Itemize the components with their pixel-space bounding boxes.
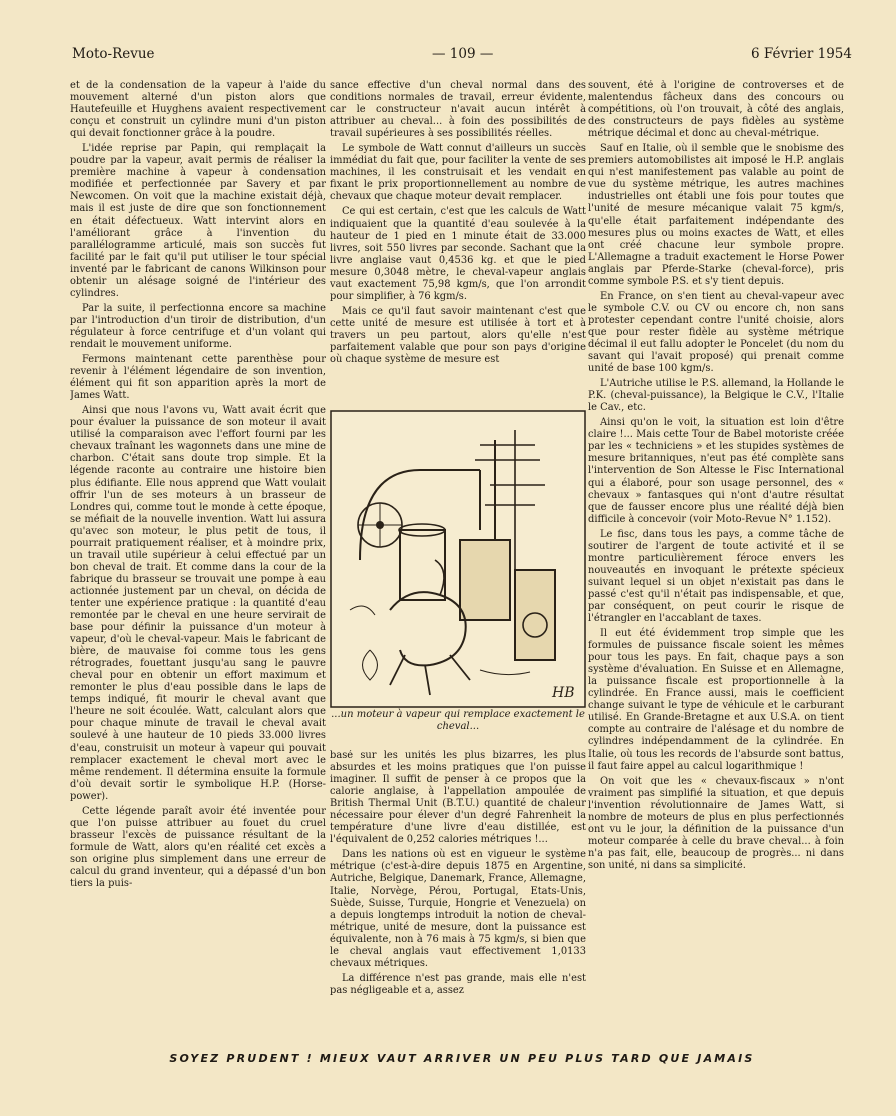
paragraph: L'idée reprise par Papin, qui remplaçait la poudre par la vapeur, avait permis de réaliser la première machine à vapeur à condensation modifiée et perfectionnée par Savery et par Newcomen. On voit que la machine existait déjà, mais il est juste de dire que son fonctionnement en était défectueux. Watt intervint alors en l'améliorant grâce à l'invention du parallélogramme articulé, mais son succès fut facilité par le fait qu'il put utiliser le tour spécial inventé par le fabricant de canons Wilkinson pour obtenir un alésage soigné de l'intérieur des cylindres. — [70, 143, 326, 299]
paragraph: En France, on s'en tient au cheval-vapeur avec le symbole C.V. ou CV ou encore ch, non sans protester cependant contre l'unité choisie, alors que pour rester fidèle au système métrique décimal il eut fallu adopter le Poncelet (du nom du savant qui l'avait proposé) qui prenait comme unité de base 100 kgm/s. — [588, 290, 844, 375]
page-footer-slogan: SOYEZ PRUDENT ! MIEUX VAUT ARRIVER UN PEU PLUS TARD QUE JAMAIS — [169, 1052, 755, 1065]
issue-date: 6 Février 1954 — [751, 46, 852, 62]
paragraph: Ce qui est certain, c'est que les calculs de Watt indiquaient que la quantité d'eau soulevée à la hauteur de 1 pied en 1 minute était de 33.000 livres, soit 550 livres par seconde. Sachant que la livre anglaise vaut 0,4536 kg. et que le pied mesure 0,3048 mètre, le cheval-vapeur anglais vaut exactement 75,98 kgm/s, que l'on arrondit pour simplifier, à 76 kgm/s. — [330, 206, 586, 302]
magazine-title: Moto-Revue — [72, 46, 155, 62]
paragraph: Sauf en Italie, où il semble que le snobisme des premiers automobilistes ait imposé le H.P. anglais qui n'est manifestement pas valable au point de vue du système métrique, les autres machines industrielles ont établi une fois pour toutes que l'unité de mesure mécanique valait 75 kgm/s, qu'elle était parfaitement indépendante des mesures plus ou moins exactes de Watt, et elles ont créé chacune leur symbole propre. L'Allemagne a traduit exactement le Horse Power anglais par Pferde-Starke (cheval-force), pris comme symbole P.S. et s'y tient depuis. — [588, 143, 844, 287]
paragraph: Ainsi qu'on le voit, la situation est loin d'être claire !... Mais cette Tour de Babel motoriste créée par les « techniciens » et les stupides systèmes de mesure britanniques, n'eut pas été complète sans l'intervention de Son Altesse le Fisc International qui a élaboré, pour son usage personnel, des « chevaux » fantasques qui n'ont d'autre résultat que de fausser encore plus une réalité déjà bien difficile à concevoir (voir Moto-Revue N° 1.152). — [588, 417, 844, 525]
paragraph: Cette légende paraît avoir été inventée pour que l'on puisse attribuer au fouet du cruel brasseur l'excès de puissance résultant de la formule de Watt, alors qu'en réalité cet excès a son origine plus simplement dans une erreur de calcul du grand inventeur, qui a dépassé d'un bon tiers la puis- — [70, 805, 326, 890]
page-header — [72, 46, 852, 66]
paragraph: souvent, été à l'origine de controverses et de malentendus fâcheux dans des concours ou compétitions, où l'on trouvait, à côté des anglais, des constructeurs de pays fidèles au système métrique décimal et donc au cheval-métrique. — [588, 80, 844, 140]
paragraph: basé sur les unités les plus bizarres, les plus absurdes et les moins pratiques que l'on puisse imaginer. Il suffit de penser à ce propos que la calorie anglaise, à l'appellation ampoulée de British Thermal Unit (B.T.U.) quantité de chaleur nécessaire pour élever d'un degré Fahrenheit la température d'une livre d'eau distillée, est l'équivalent de 0,252 calories métriques !... — [330, 750, 586, 846]
paragraph: Il eut été évidemment trop simple que les formules de puissance fiscale soient les mêmes pour tous les pays. En fait, chaque pays a son système d'évaluation. En Suisse et en Allemagne, la puissance fiscale est proportionnelle à la cylindrée. En France aussi, mais le coefficient change suivant le type de véhicule et le carburant utilisé. En Grande-Bretagne et aux U.S.A. on tient compte au contraire de l'alésage et du nombre de cylindres indépendamment de la cylindrée. En Italie, où tous les records de l'absurde sont battus, il faut faire appel au calcul logarithmique ! — [588, 628, 844, 772]
paragraph: Ainsi que nous l'avons vu, Watt avait écrit que pour évaluer la puissance de son moteur il avait utilisé la comparaison avec l'effort fourni par les chevaux traînant les wagonnets dans une mine de charbon. C'était sans doute trop simple. Et la légende raconte au contraire une histoire bien plus édifiante. Elle nous apprend que Watt voulait offrir l'un de ses moteurs à un brasseur de Londres qui, comme tout le monde à cette époque, se méfiait de la nouvelle invention. Watt lui assura qu'avec son moteur, le plus petit de tous, il pourrait pratiquement réaliser, et à moindre prix, un travail utile supérieur à celui effectué par un bon cheval de trait. Et comme dans la cour de la fabrique du brasseur se trouvait une pompe à eau actionnée justement par un cheval, on décida de tenter une expérience pratique : la quantité d'eau remontée par le cheval en une heure servirait de base pour définir la puissance d'un moteur à vapeur, d'où le cheval-vapeur. Mais le fabricant de bière, de mauvaise foi comme tous les gens rétrogrades, fouettant jusqu'au sang le pauvre cheval pour en obtenir un effort maximum et remonter le plus d'eau possible dans le laps de temps indiqué, fit mourir le cheval avant que l'heure ne soit écoulée. Watt, calculant alors que pour chaque minute de travail le cheval avait soulevé à une hauteur de 10 pieds 33.000 livres d'eau, construisit un moteur à vapeur qui pouvait remplacer exactement le cheval mort avec le même rendement. Il détermina ensuite la formule d'où devait sortir le symbolique H.P. (Horse-power). — [70, 405, 326, 802]
cartoon-drawing — [330, 410, 586, 708]
paragraph: Dans les nations où est en vigueur le système métrique (c'est-à-dire depuis 1875 en Argentine, Autriche, Belgique, Danemark, France, Allemagne, Italie, Norvège, Pérou, Portugal, Etats-Unis, Suède, Suisse, Turquie, Hongrie et Venezuela) on a depuis longtemps introduit la notion de cheval-métrique, unité de mesure, dont la puissance est équivalente, non à 76 mais à 75 kgm/s, si bien que le cheval anglais vaut effectivement 1,0133 chevaux métriques. — [330, 849, 586, 969]
figure-caption: ...un moteur à vapeur qui remplace exactement le cheval... — [331, 709, 585, 732]
article-column-2-top — [330, 80, 586, 407]
paragraph: et de la condensation de la vapeur à l'aide du mouvement alterné d'un piston alors que Hautefeuille et Huyghens avaient respectivement conçu et construit un cylindre muni d'un piston qui devait fonctionner grâce à la poudre. — [70, 80, 326, 140]
paragraph: Fermons maintenant cette parenthèse pour revenir à l'élément légendaire de son invention, élément qui fit son apparition après la mort de James Watt. — [70, 354, 326, 402]
paragraph: On voit que les « chevaux-fiscaux » n'ont vraiment pas simplifié la situation, et que depuis l'invention révolutionnaire de James Watt, si nombre de moteurs de plus en plus perfectionnés ont vu le jour, la définition de la puissance d'un moteur comparée à celle du brave cheval... à foin n'a pas fait, elle, beaucoup de progrès... ni dans son unité, ni dans sa simplicité. — [588, 775, 844, 871]
paragraph: Par la suite, il perfectionna encore sa machine par l'introduction d'un tiroir de distribution, d'un régulateur à force centrifuge et d'un volant qui rendait le mouvement uniforme. — [70, 302, 326, 350]
page-number: — 109 — — [432, 46, 494, 62]
article-column-2-bottom — [330, 750, 586, 1040]
paragraph: sance effective d'un cheval normal dans des conditions normales de travail, erreur évidente, car le constructeur n'avait aucun intérêt à attribuer au cheval... à foin des possibilités de travail supérieures à ses possibilités réelles. — [330, 80, 586, 140]
paragraph: Mais ce qu'il faut savoir maintenant c'est que cette unité de mesure est utilisée à tort et à travers un peu partout, alors qu'elle n'est parfaitement valable que pour son pays d'origine où chaque système de mesure est — [330, 305, 586, 366]
paragraph: Le symbole de Watt connut d'ailleurs un succès immédiat du fait que, pour faciliter la vente de ses machines, il les construisait et les vendait en fixant le prix proportionnellement au nombre de chevaux que chaque moteur devait remplacer. — [330, 143, 586, 203]
paragraph: Le fisc, dans tous les pays, a comme tâche de soutirer de l'argent de toute activité et il se montre particulièrement féroce envers les nouveautés en invoquant le prétexte spécieux suivant lequel si un objet n'existait pas dans le passé c'est qu'il n'était pas indispensable, et que, par conséquent, on peut courir le risque de l'étrangler en l'accablant de taxes. — [588, 528, 844, 625]
paragraph: La différence n'est pas grande, mais elle n'est pas négligeable et a, assez — [330, 972, 586, 996]
steam-engine-illustration — [330, 410, 586, 708]
illustrator-signature: HB — [552, 685, 575, 701]
paragraph: L'Autriche utilise le P.S. allemand, la Hollande le P.K. (cheval-puissance), la Belgique le C.V., l'Italie le Cav., etc. — [588, 378, 844, 414]
article-column-1 — [70, 80, 326, 1040]
article-column-3 — [588, 80, 844, 1040]
